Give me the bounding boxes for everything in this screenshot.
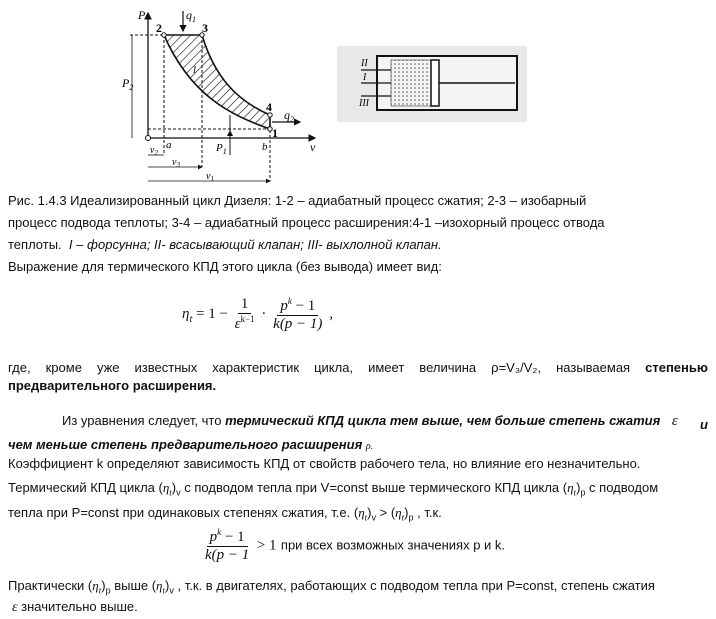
caption-line-2: процесс подвода теплоты; 3-4 – адиабатный процесс расширения:4-1 –изохорный процесс отвода xyxy=(8,215,605,230)
axis-v-label: v xyxy=(310,140,316,154)
caption-line-3: теплоты. I – форсунна; II- всасывающий клапан; III- выхлолной клапан. xyxy=(8,237,442,252)
para3-line-2: Термический КПД цикла $(\eta_t)_v$ с подводом тепла при V=const выше термического КПД цикла $(\eta_t)_p$ с подводом xyxy=(8,480,659,498)
para4-line-2: ε значительно выше. xyxy=(12,599,138,615)
v1-label: $v_1$ xyxy=(206,171,214,183)
v3-label: $v_3$ xyxy=(172,157,180,169)
a-label: a xyxy=(166,139,172,151)
para2-line-1: Из уравнения следует, что термический КПД цикла тем выше, чем больше степень сжатия ε xyxy=(62,413,678,429)
caption-legend: I – форсунна; II- всасывающий клапан; III- выхлолной клапан. xyxy=(68,237,442,252)
p2-label: $P_2$ xyxy=(122,76,134,92)
caption-line-1: Рис. 1.4.3 Идеализированный цикл Дизеля: 1-2 – адиабатный процесс сжатия; 2-3 – изобарный xyxy=(8,193,587,208)
engine-cylinder xyxy=(337,46,527,122)
formula-efficiency: $\eta_t = 1$ − $\frac{1}{\varepsilon^{k-1}}$ · $\frac{p^k - 1}{k(p - 1)}$ , xyxy=(182,296,333,332)
engine-label-II: II xyxy=(361,58,368,69)
point-2-label: 2 xyxy=(156,21,162,35)
axis-p-label: P xyxy=(138,8,146,22)
point-1-label: 1 xyxy=(272,126,278,140)
para2-line-2: чем меньше степень предварительного расширения ρ. xyxy=(8,437,374,452)
q2-label: $q_2$ xyxy=(284,108,294,124)
para2-and: и xyxy=(700,417,708,432)
p1-label: $P_1$ xyxy=(216,142,227,156)
para4-line-1: Практически $(\eta_t)_p$ выше $(\eta_t)_v$ , т.к. в двигателях, работающих с подводом тепла при P=const, степень сжатия xyxy=(8,578,655,596)
v2-label: $v_2$ xyxy=(150,145,158,157)
region-label: l xyxy=(193,64,197,76)
engine-label-III: III xyxy=(359,98,369,109)
intro-text: Выражение для термического КПД этого цикла (без вывода) имеет вид: xyxy=(8,259,442,274)
para1-line-2: предварительного расширения. xyxy=(8,378,217,393)
engine-label-I: I xyxy=(363,72,367,83)
point-4-label: 4 xyxy=(266,100,272,114)
b-label: b xyxy=(262,141,268,153)
pv-diagram xyxy=(110,5,330,183)
formula-inequality: $\frac{p^k - 1}{k(p - 1}$ > 1 при всех возможных значениях p и k. xyxy=(205,527,506,563)
para3-line-3: тепла при P=const при одинаковых степенях сжатия, т.е. $(\eta_t)_v > (\eta_t)_p$ , т.к. xyxy=(8,505,442,523)
cycle-area xyxy=(164,35,270,129)
point-3-label: 3 xyxy=(202,21,208,35)
para1-line-1: где, кроме уже известных характеристик цикла, имеет величина ρ=V₃/V₂, называемая степенью xyxy=(8,360,708,375)
para3-line-1: Коэффициент k определяют зависимость КПД от свойств рабочего тела, но влияние его незначительно. xyxy=(8,456,641,471)
q1-label: $q_1$ xyxy=(186,8,196,24)
